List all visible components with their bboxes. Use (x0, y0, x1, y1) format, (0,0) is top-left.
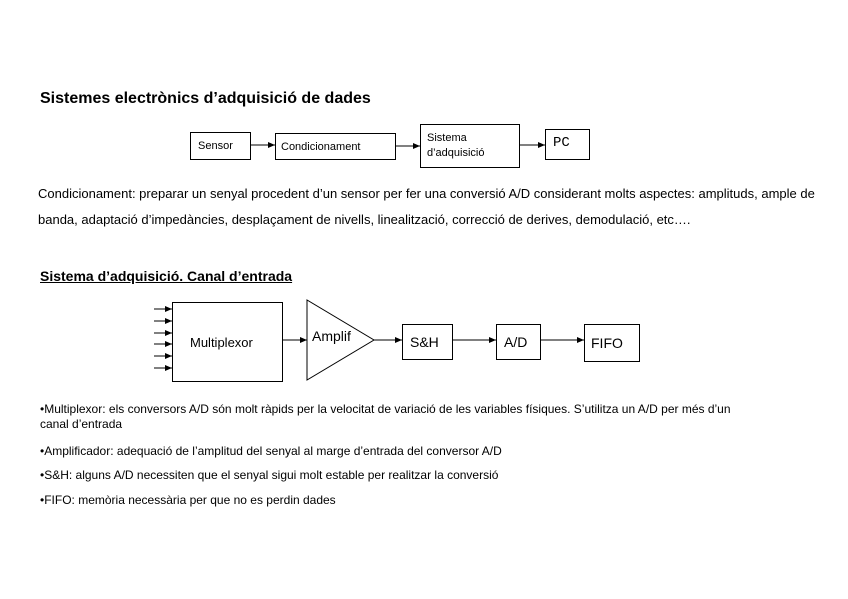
fifo-label: FIFO (591, 335, 623, 351)
bullet-multiplexor: •Multiplexor: els conversors A/D són molt ràpids per la velocitat de variació de les variables físiques. S’utilitza un A/D per més d’un canal d’entrada (40, 402, 731, 431)
bullet-fifo: •FIFO: memòria necessària per que no es perdin dades (40, 493, 336, 507)
multiplexor-box (172, 302, 283, 382)
amplifier-label: Amplif (312, 328, 351, 344)
description-paragraph: Condicionament: preparar un senyal procedent d’un sensor per fer una conversió A/D considerant molts aspectes: amplituds, ample de banda, adaptació d’impedàncies, desplaçament de nivells, linealització, correcció de derives, demodulació, etc…. (38, 186, 815, 227)
sample-hold-label: S&H (410, 334, 439, 350)
sensor-box (190, 132, 251, 160)
sistema-label-line1: Sistema (427, 132, 467, 144)
bullet-sh: •S&H: alguns A/D necessiten que el senyal sigui molt estable per realitzar la conversió (40, 468, 499, 482)
sistema-adquisicio-box (420, 124, 520, 168)
sistema-label-line2: d’adquisició (427, 147, 485, 159)
ad-converter-label: A/D (504, 334, 528, 350)
bullet-amplificador: •Amplificador: adequació de l’amplitud del senyal al marge d’entrada del conversor A/D (40, 444, 502, 458)
section-subheading: Sistema d’adquisició. Canal d’entrada (40, 268, 293, 284)
condicionament-label: Condicionament (281, 140, 361, 153)
sample-hold-box (402, 324, 453, 360)
sensor-label: Sensor (198, 140, 233, 152)
fifo-box (584, 324, 640, 362)
pc-label: PC (553, 135, 570, 151)
condicionament-box (275, 133, 396, 160)
ad-converter-box (496, 324, 541, 360)
page-title: Sistemes electrònics d’adquisició de dades (40, 90, 371, 107)
pc-box (545, 129, 590, 160)
multiplexor-label: Multiplexor (190, 334, 253, 350)
